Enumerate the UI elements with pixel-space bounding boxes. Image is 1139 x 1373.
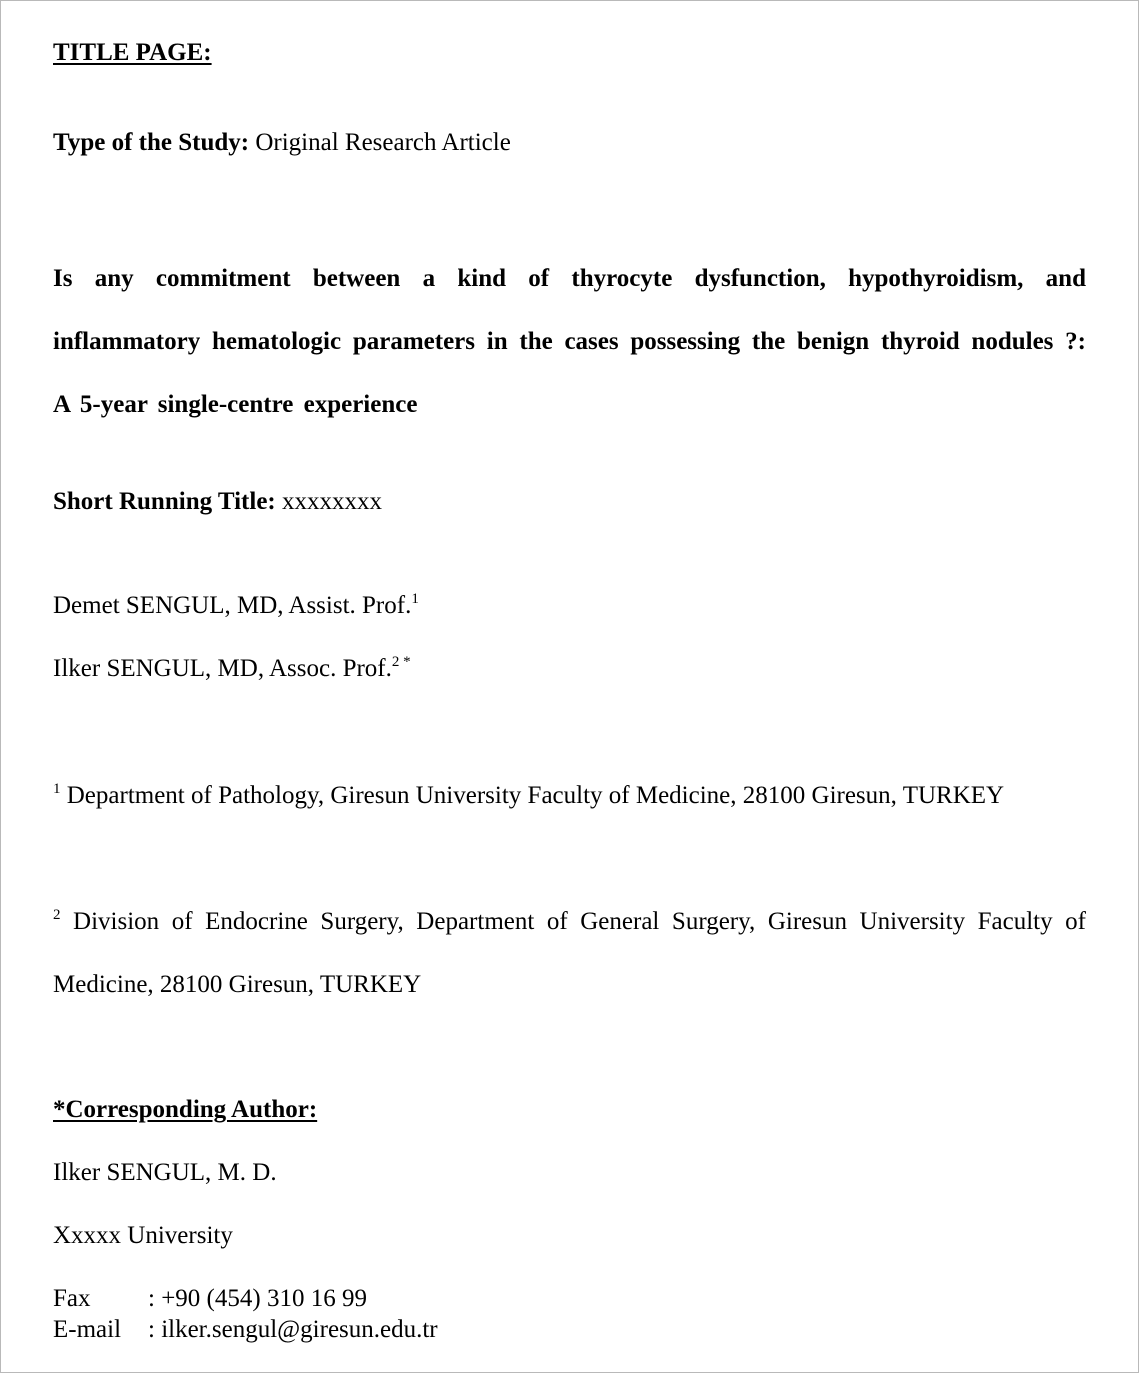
study-type-value: Original Research Article: [249, 129, 511, 156]
study-type-label: Type of the Study:: [53, 129, 250, 156]
email-value: : ilker.sengul@giresun.edu.tr: [148, 1316, 438, 1343]
affiliation-1: [53, 764, 1086, 827]
email-label: E-mail: [53, 1316, 122, 1343]
running-title-line: [53, 487, 382, 517]
affiliation-2: [53, 890, 1086, 1016]
corresponding-heading: *Corresponding Author:: [53, 1096, 318, 1123]
author-1-name: Demet SENGUL, MD, Assist. Prof.: [53, 592, 412, 619]
title-page-heading: TITLE PAGE:: [53, 39, 212, 66]
author-2-sup: 2 *: [391, 654, 411, 670]
affiliation-1-sup: 1: [53, 781, 61, 797]
corresponding-name: Ilker SENGUL, M. D.: [53, 1159, 277, 1186]
affiliation-2-sup: 2: [53, 907, 61, 923]
corresponding-institution: Xxxxx University: [53, 1222, 233, 1249]
affiliation-2-text: Division of Endocrine Surgery, Department of General Surgery, Giresun University Faculty of Medicine, 28100 Giresun, TURKEY: [53, 908, 1086, 998]
running-title-value: xxxxxxxx: [275, 488, 383, 515]
fax-line: [53, 1283, 367, 1314]
email-line: [53, 1314, 438, 1345]
author-2: [53, 654, 411, 684]
running-title-label: Short Running Title:: [53, 488, 276, 515]
article-title: Is any commitment between a kind of thyrocyte dysfunction, hypothyroidism, and inflammatory hematologic parameters in the cases possessing the benign thyroid nodules ?: A 5-year single-centre experience: [53, 265, 1086, 418]
author-1-sup: 1: [411, 591, 419, 607]
study-type-line: [53, 128, 511, 158]
fax-value: : +90 (454) 310 16 99: [148, 1285, 367, 1312]
fax-label: Fax: [53, 1285, 91, 1312]
author-1: [53, 591, 419, 621]
author-2-name: Ilker SENGUL, MD, Assoc. Prof.: [53, 655, 392, 682]
affiliation-1-text: Department of Pathology, Giresun University Faculty of Medicine, 28100 Giresun, TURKEY: [60, 782, 1005, 809]
